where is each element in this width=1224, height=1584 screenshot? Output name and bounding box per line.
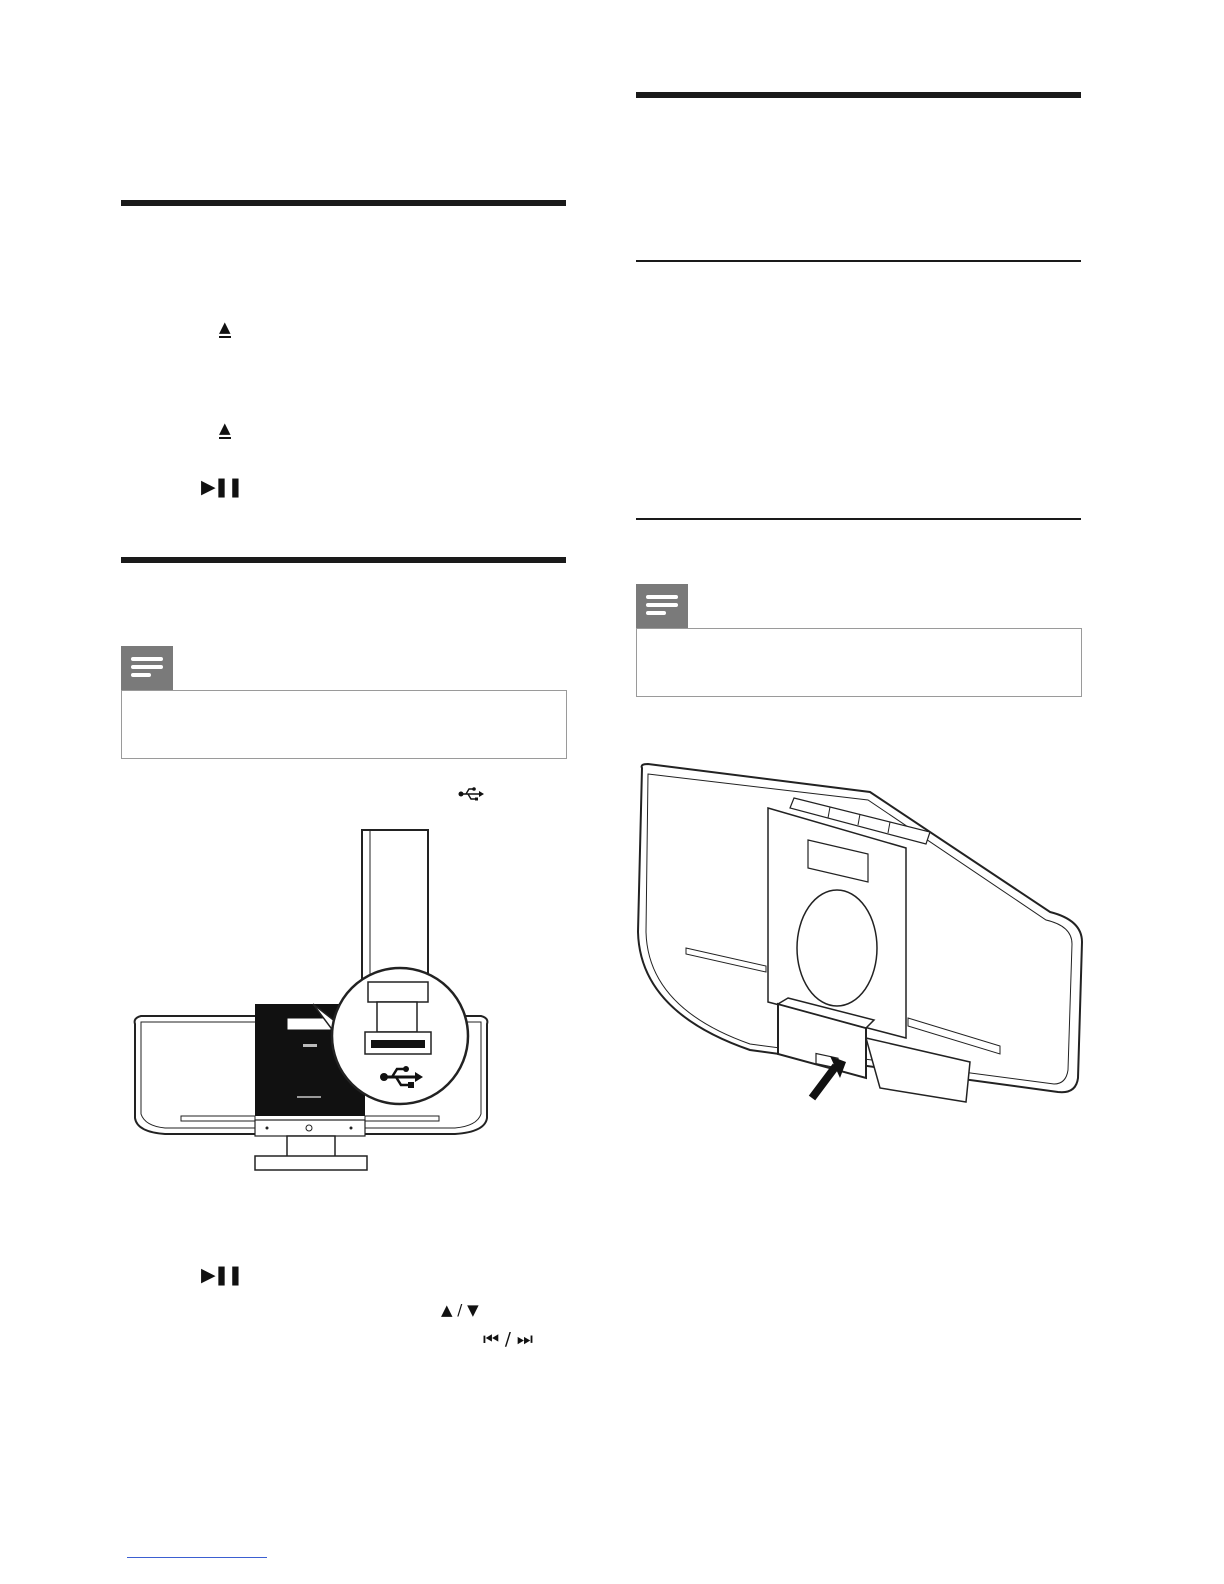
usb-connection-illustration xyxy=(125,826,495,1176)
eject-icon: ▲ xyxy=(219,318,231,336)
note-box-right xyxy=(636,628,1082,697)
section-rule-left-middle xyxy=(121,557,566,563)
note-icon xyxy=(121,646,173,690)
note-icon xyxy=(636,584,688,628)
note-box-left xyxy=(121,690,567,759)
section-rule-right-top xyxy=(636,92,1081,98)
eject-icon: ▲ xyxy=(219,419,231,437)
section-rule-left-top xyxy=(121,200,566,206)
up-down-arrow-icons: ▲ / ▼ xyxy=(441,1301,479,1319)
play-pause-icon: ▶❚❚ xyxy=(201,476,242,498)
subsection-rule-right-1 xyxy=(636,260,1081,262)
footer-link-underline xyxy=(127,1557,267,1558)
previous-next-icons: ⏮ / ⏭ xyxy=(483,1329,533,1350)
play-pause-icon: ▶❚❚ xyxy=(201,1264,242,1286)
subsection-rule-right-2 xyxy=(636,518,1081,520)
usb-icon xyxy=(457,786,485,802)
dock-illustration xyxy=(630,762,1090,1112)
